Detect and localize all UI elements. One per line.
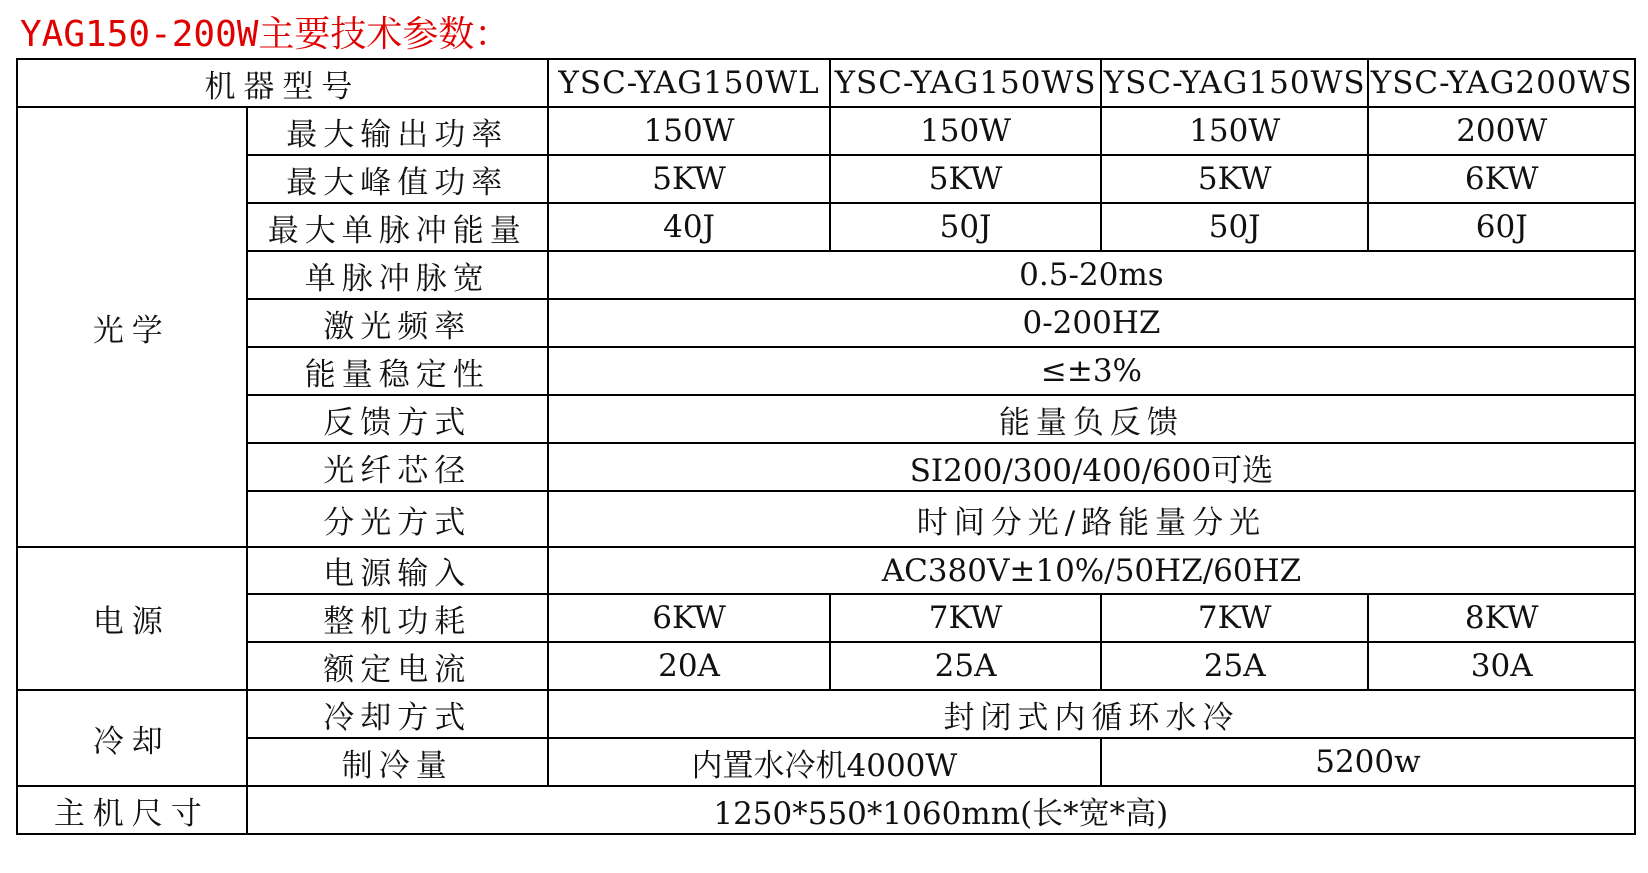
row-label-power-consumption: 整机功耗 [247,594,548,642]
table-cell: 0-200HZ [548,299,1635,347]
table-cell: 50J [1101,203,1369,251]
row-label-energy-stability: 能量稳定性 [247,347,548,395]
table-row [17,738,1635,786]
table-cell: 25A [830,642,1101,690]
table-row [17,299,1635,347]
row-label-cooling-mode: 冷却方式 [247,690,548,738]
table-cell: ≤±3% [548,347,1635,395]
group-power: 电源 [17,547,247,690]
table-cell: 5KW [830,155,1101,203]
model-name-1: YSC-YAG150WL [548,59,830,107]
table-row [17,347,1635,395]
table-row [17,594,1635,642]
table-cell: SI200/300/400/600可选 [548,443,1635,491]
table-cell: 时间分光/路能量分光 [548,491,1635,547]
table-row [17,642,1635,690]
table-cell: 40J [548,203,830,251]
table-cell: 5KW [1101,155,1369,203]
table-cell: 20A [548,642,830,690]
group-cooling: 冷却 [17,690,247,786]
table-cell: 5200w [1101,738,1635,786]
row-label-max-output-power: 最大输出功率 [247,107,548,155]
group-optics: 光学 [17,107,247,547]
table-row [17,395,1635,443]
row-label-rated-current: 额定电流 [247,642,548,690]
row-label-max-pulse-energy: 最大单脉冲能量 [247,203,548,251]
row-label-laser-frequency: 激光频率 [247,299,548,347]
table-cell: 150W [548,107,830,155]
table-cell: 7KW [830,594,1101,642]
table-cell: 6KW [548,594,830,642]
row-label-max-peak-power: 最大峰值功率 [247,155,548,203]
table-cell: 150W [830,107,1101,155]
model-header-label: 机器型号 [17,59,548,107]
table-row [17,491,1635,547]
table-cell: 50J [830,203,1101,251]
table-cell: 150W [1101,107,1369,155]
spec-table [16,58,1636,835]
table-cell: 25A [1101,642,1369,690]
table-cell: 0.5-20ms [548,251,1635,299]
table-cell: 6KW [1368,155,1635,203]
row-label-cooling-capacity: 制冷量 [247,738,548,786]
model-name-4: YSC-YAG200WS [1368,59,1635,107]
table-cell: 封闭式内循环水冷 [548,690,1635,738]
model-name-2: YSC-YAG150WS [830,59,1101,107]
page-title: YAG150-200W主要技术参数： [20,14,511,55]
table-row [17,786,1635,834]
table-cell: AC380V±10%/50HZ/60HZ [548,547,1635,594]
table-cell: 8KW [1368,594,1635,642]
row-label-power-input: 电源输入 [247,547,548,594]
table-row [17,203,1635,251]
table-cell: 7KW [1101,594,1369,642]
table-row [17,155,1635,203]
table-cell: 60J [1368,203,1635,251]
table-cell: 1250*550*1060mm(长*宽*高) [247,786,1635,834]
table-cell: 内置水冷机4000W [548,738,1101,786]
row-label-pulse-width: 单脉冲脉宽 [247,251,548,299]
table-row [17,690,1635,738]
table-cell: 能量负反馈 [548,395,1635,443]
row-label-split-mode: 分光方式 [247,491,548,547]
row-label-feedback-mode: 反馈方式 [247,395,548,443]
group-host-size: 主机尺寸 [17,786,247,834]
table-row [17,443,1635,491]
model-name-3: YSC-YAG150WS [1101,59,1369,107]
table-row [17,107,1635,155]
table-row [17,251,1635,299]
table-cell: 200W [1368,107,1635,155]
table-header-row [17,59,1635,107]
table-cell: 30A [1368,642,1635,690]
table-cell: 5KW [548,155,830,203]
row-label-fiber-core: 光纤芯径 [247,443,548,491]
table-row [17,547,1635,594]
